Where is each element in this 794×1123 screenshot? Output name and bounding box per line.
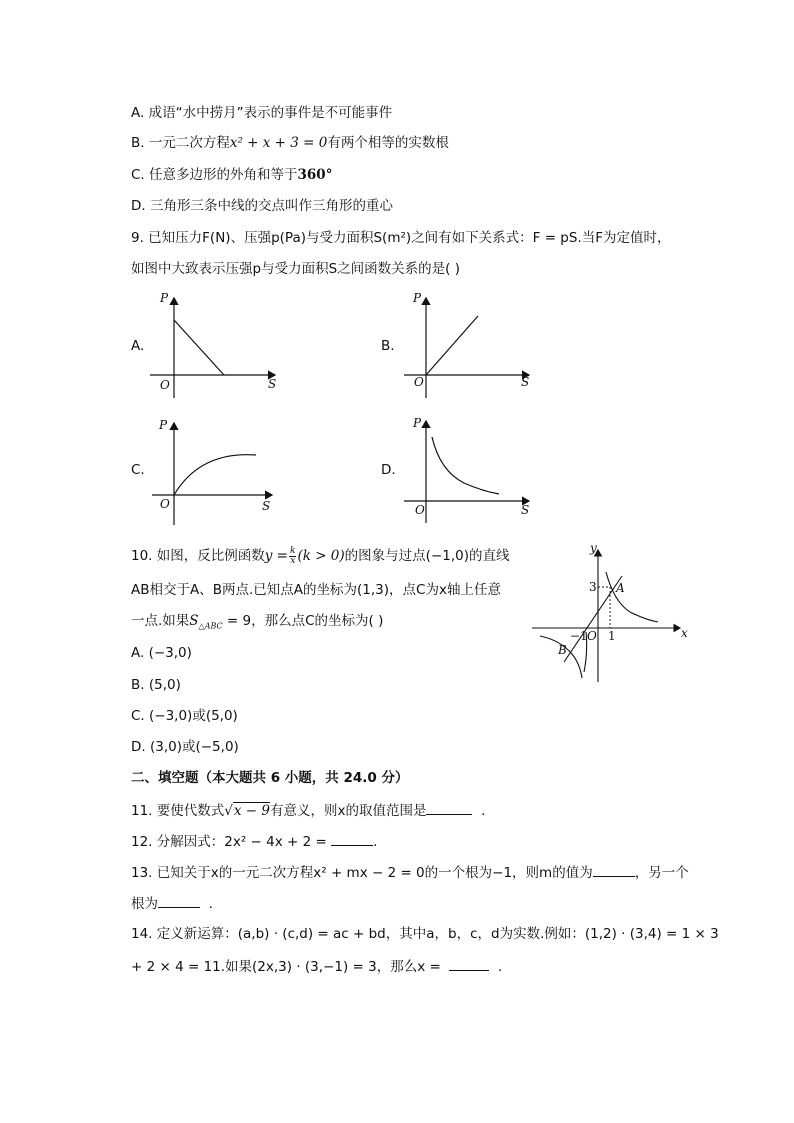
- q13-line2-prefix: 根为: [131, 896, 158, 912]
- section-2-heading: 二、填空题（本大题共 6 小题，共 24.0 分）: [131, 770, 409, 786]
- origin-label: O: [414, 375, 424, 389]
- q12-end: .: [373, 834, 378, 850]
- function-curve: [174, 455, 256, 495]
- hyperbola-right-branch: [606, 572, 658, 622]
- q8-option-a: A. 成语“水中捞月”表示的事件是不可能事件: [131, 105, 393, 121]
- q13-end: .: [208, 896, 213, 912]
- q10-option-d: D. (3,0)或(−5,0): [131, 739, 239, 755]
- q11-end: .: [481, 803, 486, 819]
- q11-prefix: 11. 要使代数式: [131, 803, 225, 819]
- q8-option-d: D. 三角形三条中线的交点叫作三角形的重心: [131, 198, 393, 214]
- axis-label-p: P: [413, 291, 422, 305]
- q10-stem-line3-prefix: 一点.如果: [131, 613, 190, 629]
- q8-option-b-prefix: B. 一元二次方程: [131, 135, 230, 151]
- origin-label: O: [587, 629, 597, 643]
- q13-line1: [131, 862, 689, 883]
- q9-option-d-label: D.: [381, 462, 396, 478]
- q10-stem-line3: [131, 611, 383, 631]
- q10-stem-line2: AB相交于A、B两点.已知点A的坐标为(1,3)，点C为x轴上任意: [131, 582, 501, 598]
- axis-label-s: S: [262, 499, 271, 513]
- q10-stem-prefix: 10. 如图，反比例函数: [131, 548, 265, 564]
- fraction-denominator: x: [290, 555, 296, 566]
- q13-line1-suffix: ，另一个: [634, 865, 689, 881]
- q10-option-a: A. (−3,0): [131, 645, 192, 661]
- q10-figure: [530, 540, 695, 685]
- sqrt-icon: √: [224, 803, 233, 819]
- q12-text: 12. 分解因式：2x² − 4x + 2 =: [131, 834, 327, 850]
- q14-line2: [131, 956, 502, 977]
- q10-stem-suffix: 的图象与过点(−1,0)的直线: [344, 548, 510, 564]
- tick-label-3: 3: [589, 580, 597, 594]
- q8-option-b-suffix: 有两个相等的实数根: [327, 135, 449, 151]
- q11-answer-blank[interactable]: [426, 800, 472, 815]
- point-a-label: A: [616, 581, 625, 595]
- q14-end: .: [497, 959, 503, 975]
- function-curve: [432, 437, 499, 494]
- axis-label-x: x: [681, 626, 688, 640]
- axis-label-p: P: [159, 418, 168, 432]
- axis-label-p: P: [413, 416, 422, 430]
- q9-graph-a: [150, 288, 285, 398]
- q10-stem-line3-suffix: = 9，那么点C的坐标为( ): [222, 613, 384, 629]
- axis-label-s: S: [521, 503, 530, 517]
- q9-graph-d: [402, 415, 537, 525]
- q13-answer-blank-1[interactable]: [593, 862, 635, 877]
- tick-label-minus-1: −1: [570, 629, 588, 643]
- q9-stem-line1: 9. 已知压力F(N)、压强p(Pa)与受力面积S(m²)之间有如下关系式：F = pS.当F为定值时，: [131, 230, 671, 246]
- q14-answer-blank[interactable]: [449, 956, 489, 971]
- q9-option-b-label: B.: [381, 338, 395, 354]
- q8-option-c-value: 360°: [297, 167, 333, 183]
- q8-option-c: [131, 165, 332, 185]
- q14-line2-text: + 2 × 4 = 11.如果(2x,3) · (3,−1) = 3，那么x =: [131, 959, 441, 975]
- q13-line1-prefix: 13. 已知关于x的一元二次方程x² + mx − 2 = 0的一个根为−1，则m的值为: [131, 865, 593, 881]
- q8-option-c-prefix: C. 任意多边形的外角和等于: [131, 167, 298, 183]
- q8-option-b-equation: x² + x + 3 = 0: [229, 135, 328, 151]
- q9-stem-line2: 如图中大致表示压强p与受力面积S之间函数关系的是( ): [131, 261, 460, 277]
- axis-label-p: P: [160, 291, 169, 305]
- q11-suffix: 有意义，则x的取值范围是: [269, 803, 427, 819]
- tick-label-1: 1: [608, 629, 616, 643]
- q9-option-c-label: C.: [131, 462, 145, 478]
- axis-label-s: S: [268, 377, 277, 391]
- q9-option-a-label: A.: [131, 338, 145, 354]
- origin-label: O: [160, 378, 170, 392]
- q10-area-symbol: S: [189, 613, 199, 629]
- function-curve: [426, 316, 478, 375]
- q10-function-condition: (k > 0): [297, 548, 345, 564]
- q10-function-fraction: [289, 547, 296, 566]
- q8-option-b: [131, 133, 449, 153]
- q12-answer-blank[interactable]: [331, 831, 373, 846]
- q14-line1: 14. 定义新运算：(a,b) · (c,d) = ac + bd，其中a，b，c，d为实数.例如：(1,2) · (3,4) = 1 × 3: [131, 926, 719, 942]
- q10-stem-line1: [131, 546, 510, 566]
- q9-graph-b: [402, 288, 537, 398]
- q11-radicand: x − 9: [233, 803, 270, 819]
- q13-answer-blank-2[interactable]: [158, 893, 200, 908]
- function-curve: [174, 320, 224, 375]
- axis-label-y: y: [590, 541, 597, 555]
- point-b-label: B: [558, 643, 567, 657]
- q12-line: [131, 831, 377, 852]
- axis-label-s: S: [521, 375, 530, 389]
- q10-option-c: C. (−3,0)或(5,0): [131, 708, 238, 724]
- q9-graph-c: [150, 415, 285, 525]
- q10-option-b: B. (5,0): [131, 677, 181, 693]
- q10-area-subscript: △ABC: [198, 621, 223, 631]
- origin-label: O: [415, 503, 425, 517]
- q10-function-y: y =: [264, 548, 288, 564]
- origin-label: O: [160, 497, 170, 511]
- fraction-numerator: k: [290, 545, 296, 556]
- q11-line: [131, 800, 485, 821]
- q13-line2: [131, 893, 213, 914]
